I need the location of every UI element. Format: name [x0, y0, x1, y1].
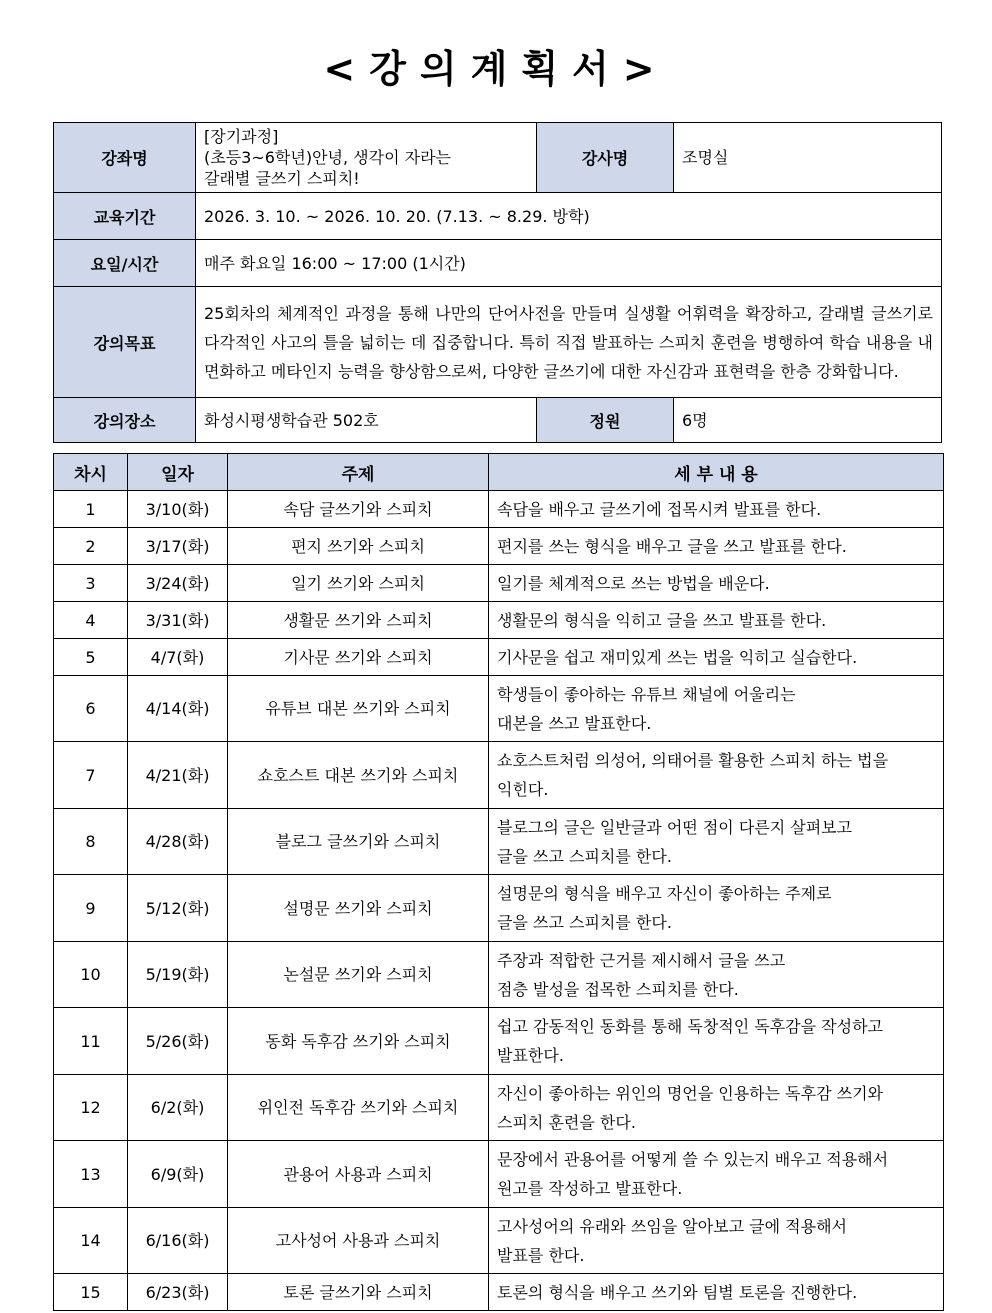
schedule-session: 11: [54, 1008, 128, 1075]
schedule-topic: 편지 쓰기와 스피치: [228, 528, 489, 565]
schedule-row: [54, 1274, 944, 1311]
schedule-row: [54, 1141, 944, 1208]
capacity-label: 정원: [537, 398, 674, 443]
schedule-date: 6/2(화): [128, 1075, 228, 1141]
schedule-topic: 위인전 독후감 쓰기와 스피치: [228, 1075, 489, 1141]
course-line: (초등3~6학년)안녕, 생각이 자라는: [204, 148, 451, 167]
schedule-detail-line: 생활문의 형식을 익히고 글을 쓰고 발표를 한다.: [497, 610, 827, 630]
schedule-detail: [489, 639, 944, 676]
schedule-detail-line: 글을 쓰고 스피치를 한다.: [497, 846, 672, 866]
schedule-detail-line: 학생들이 좋아하는 유튜브 채널에 어울리는: [497, 684, 796, 704]
schedule-detail: [489, 809, 944, 875]
schedule-topic: 고사성어 사용과 스피치: [228, 1208, 489, 1274]
schedule-row: [54, 942, 944, 1008]
instructor-label: 강사명: [537, 123, 674, 193]
topic-header: 주제: [228, 454, 489, 491]
schedule-topic: 기사문 쓰기와 스피치: [228, 639, 489, 676]
schedule-session: 1: [54, 491, 128, 528]
venue-label: 강의장소: [54, 398, 196, 443]
schedule-date: 4/28(화): [128, 809, 228, 875]
schedule-header-row: [54, 454, 944, 491]
schedule-session: 14: [54, 1208, 128, 1274]
course-row: [54, 123, 942, 193]
schedule-detail-line: 설명문의 형식을 배우고 자신이 좋아하는 주제로: [497, 884, 832, 903]
schedule-detail-line: 쇼호스트처럼 의성어, 의태어를 활용한 스피치 하는 법을: [497, 751, 889, 770]
course-label: 강좌명: [54, 123, 196, 193]
session-header: 차시: [54, 454, 128, 491]
schedule-row: [54, 676, 944, 742]
schedule-topic: 속담 글쓰기와 스피치: [228, 491, 489, 528]
schedule-row: [54, 528, 944, 565]
schedule-session: 8: [54, 809, 128, 875]
schedule-row: [54, 602, 944, 639]
schedule-session: 2: [54, 528, 128, 565]
course-info-table: [53, 122, 942, 443]
schedule-row: [54, 875, 944, 942]
schedule-detail-line: 익힌다.: [497, 780, 549, 799]
schedule-session: 12: [54, 1075, 128, 1141]
schedule-detail: [489, 676, 944, 742]
course-line: 갈래별 글쓰기 스피치!: [204, 169, 360, 188]
schedule-session: 7: [54, 742, 128, 809]
schedule-topic: 유튜브 대본 쓰기와 스피치: [228, 676, 489, 742]
course-line: [장기과정]: [204, 127, 279, 146]
schedule-detail-line: 편지를 쓰는 형식을 배우고 글을 쓰고 발표를 한다.: [497, 536, 847, 556]
schedule-detail: [489, 942, 944, 1008]
period-row: [54, 193, 942, 240]
goal-text: 25회차의 체계적인 과정을 통해 나만의 단어사전을 만들며 실생활 어휘력을 확장하고, 갈래별 글쓰기로 다각적인 사고의 틀을 넓히는 데 집중합니다. 특히 직접 발표하는 스피치 훈련을 병행하여 학습 내용을 내면화하고 메타인지 능력을 향상함으로써, 다양한 글쓰기에 대한 자신감과 표현력을 한층 강화합니다.: [196, 287, 942, 398]
schedule-date: 6/16(화): [128, 1208, 228, 1274]
schedule-detail: [489, 1141, 944, 1208]
schedule-detail-line: 주장과 적합한 근거를 제시해서 글을 쓰고: [497, 950, 786, 970]
schedule-detail: [489, 1075, 944, 1141]
schedule-date: 3/17(화): [128, 528, 228, 565]
schedule-topic: 일기 쓰기와 스피치: [228, 565, 489, 602]
schedule-detail-line: 일기를 체계적으로 쓰는 방법을 배운다.: [497, 573, 770, 593]
schedule-date: 6/9(화): [128, 1141, 228, 1208]
schedule-detail-line: 토론의 형식을 배우고 쓰기와 팀별 토론을 진행한다.: [497, 1282, 858, 1302]
schedule-table: [53, 453, 944, 1311]
schedule-row: [54, 1208, 944, 1274]
schedule-row: [54, 240, 942, 287]
schedule-detail-line: 고사성어의 유래와 쓰임을 알아보고 글에 적용해서: [497, 1216, 848, 1236]
schedule-session: 5: [54, 639, 128, 676]
schedule-detail: [489, 875, 944, 942]
schedule-topic: 논설문 쓰기와 스피치: [228, 942, 489, 1008]
schedule-detail: [489, 1274, 944, 1311]
schedule-date: 5/19(화): [128, 942, 228, 1008]
schedule-date: 3/31(화): [128, 602, 228, 639]
schedule-date: 4/14(화): [128, 676, 228, 742]
schedule-topic: 관용어 사용과 스피치: [228, 1141, 489, 1208]
schedule-detail: [489, 565, 944, 602]
schedule-detail-line: 쉽고 감동적인 동화를 통해 독창적인 독후감을 작성하고: [497, 1017, 884, 1036]
period-value: 2026. 3. 10. ~ 2026. 10. 20. (7.13. ~ 8.29. 방학): [196, 193, 942, 240]
schedule-date: 3/24(화): [128, 565, 228, 602]
schedule-row: [54, 1075, 944, 1141]
capacity-value: 6명: [674, 398, 942, 443]
schedule-topic: 토론 글쓰기와 스피치: [228, 1274, 489, 1311]
schedule-topic: 블로그 글쓰기와 스피치: [228, 809, 489, 875]
schedule-detail: [489, 1008, 944, 1075]
schedule-session: 6: [54, 676, 128, 742]
schedule-detail: [489, 742, 944, 809]
schedule-row: [54, 809, 944, 875]
schedule-detail-line: 발표한다.: [497, 1046, 564, 1065]
schedule-session: 10: [54, 942, 128, 1008]
schedule-date: 5/12(화): [128, 875, 228, 942]
schedule-detail-line: 글을 쓰고 스피치를 한다.: [497, 913, 672, 932]
schedule-detail-line: 기사문을 쉽고 재미있게 쓰는 법을 익히고 실습한다.: [497, 647, 858, 667]
date-header: 일자: [128, 454, 228, 491]
schedule-detail-line: 자신이 좋아하는 위인의 명언을 인용하는 독후감 쓰기와: [497, 1083, 884, 1103]
schedule-body: [54, 491, 944, 1311]
schedule-session: 4: [54, 602, 128, 639]
venue-row: [54, 398, 942, 443]
schedule-detail-line: 발표를 한다.: [497, 1245, 585, 1265]
schedule-session: 15: [54, 1274, 128, 1311]
schedule-detail-line: 속담을 배우고 글쓰기에 접목시켜 발표를 한다.: [497, 499, 822, 519]
schedule-row: [54, 565, 944, 602]
page-title: <강의계획서>: [323, 47, 669, 91]
schedule-label: 요일/시간: [54, 240, 196, 287]
schedule-row: [54, 1008, 944, 1075]
schedule-row: [54, 639, 944, 676]
schedule-date: 3/10(화): [128, 491, 228, 528]
detail-header: 세 부 내 용: [489, 454, 944, 491]
schedule-detail: [489, 491, 944, 528]
course-name: [196, 123, 537, 193]
schedule-date: 4/7(화): [128, 639, 228, 676]
schedule-detail-line: 문장에서 관용어를 어떻게 쓸 수 있는지 배우고 적용해서: [497, 1150, 889, 1169]
instructor-name: 조명실: [674, 123, 942, 193]
period-label: 교육기간: [54, 193, 196, 240]
goal-label: 강의목표: [54, 287, 196, 398]
schedule-session: 3: [54, 565, 128, 602]
schedule-date: 4/21(화): [128, 742, 228, 809]
goal-row: [54, 287, 942, 398]
schedule-row: [54, 742, 944, 809]
schedule-session: 13: [54, 1141, 128, 1208]
schedule-row: [54, 491, 944, 528]
schedule-topic: 생활문 쓰기와 스피치: [228, 602, 489, 639]
schedule-session: 9: [54, 875, 128, 942]
schedule-topic: 쇼호스트 대본 쓰기와 스피치: [228, 742, 489, 809]
venue-value: 화성시평생학습관 502호: [196, 398, 537, 443]
schedule-detail-line: 블로그의 글은 일반글과 어떤 점이 다른지 살펴보고: [497, 817, 853, 837]
schedule-detail: [489, 528, 944, 565]
schedule-detail-line: 원고를 작성하고 발표한다.: [497, 1179, 683, 1198]
schedule-date: 6/23(화): [128, 1274, 228, 1311]
schedule-value: 매주 화요일 16:00 ~ 17:00 (1시간): [196, 240, 942, 287]
schedule-detail-line: 점층 발성을 접목한 스피치를 한다.: [497, 979, 739, 999]
schedule-date: 5/26(화): [128, 1008, 228, 1075]
schedule-topic: 설명문 쓰기와 스피치: [228, 875, 489, 942]
schedule-detail: [489, 602, 944, 639]
schedule-detail: [489, 1208, 944, 1274]
schedule-detail-line: 스피치 훈련을 한다.: [497, 1112, 636, 1132]
schedule-detail-line: 대본을 쓰고 발표한다.: [497, 713, 652, 733]
schedule-topic: 동화 독후감 쓰기와 스피치: [228, 1008, 489, 1075]
